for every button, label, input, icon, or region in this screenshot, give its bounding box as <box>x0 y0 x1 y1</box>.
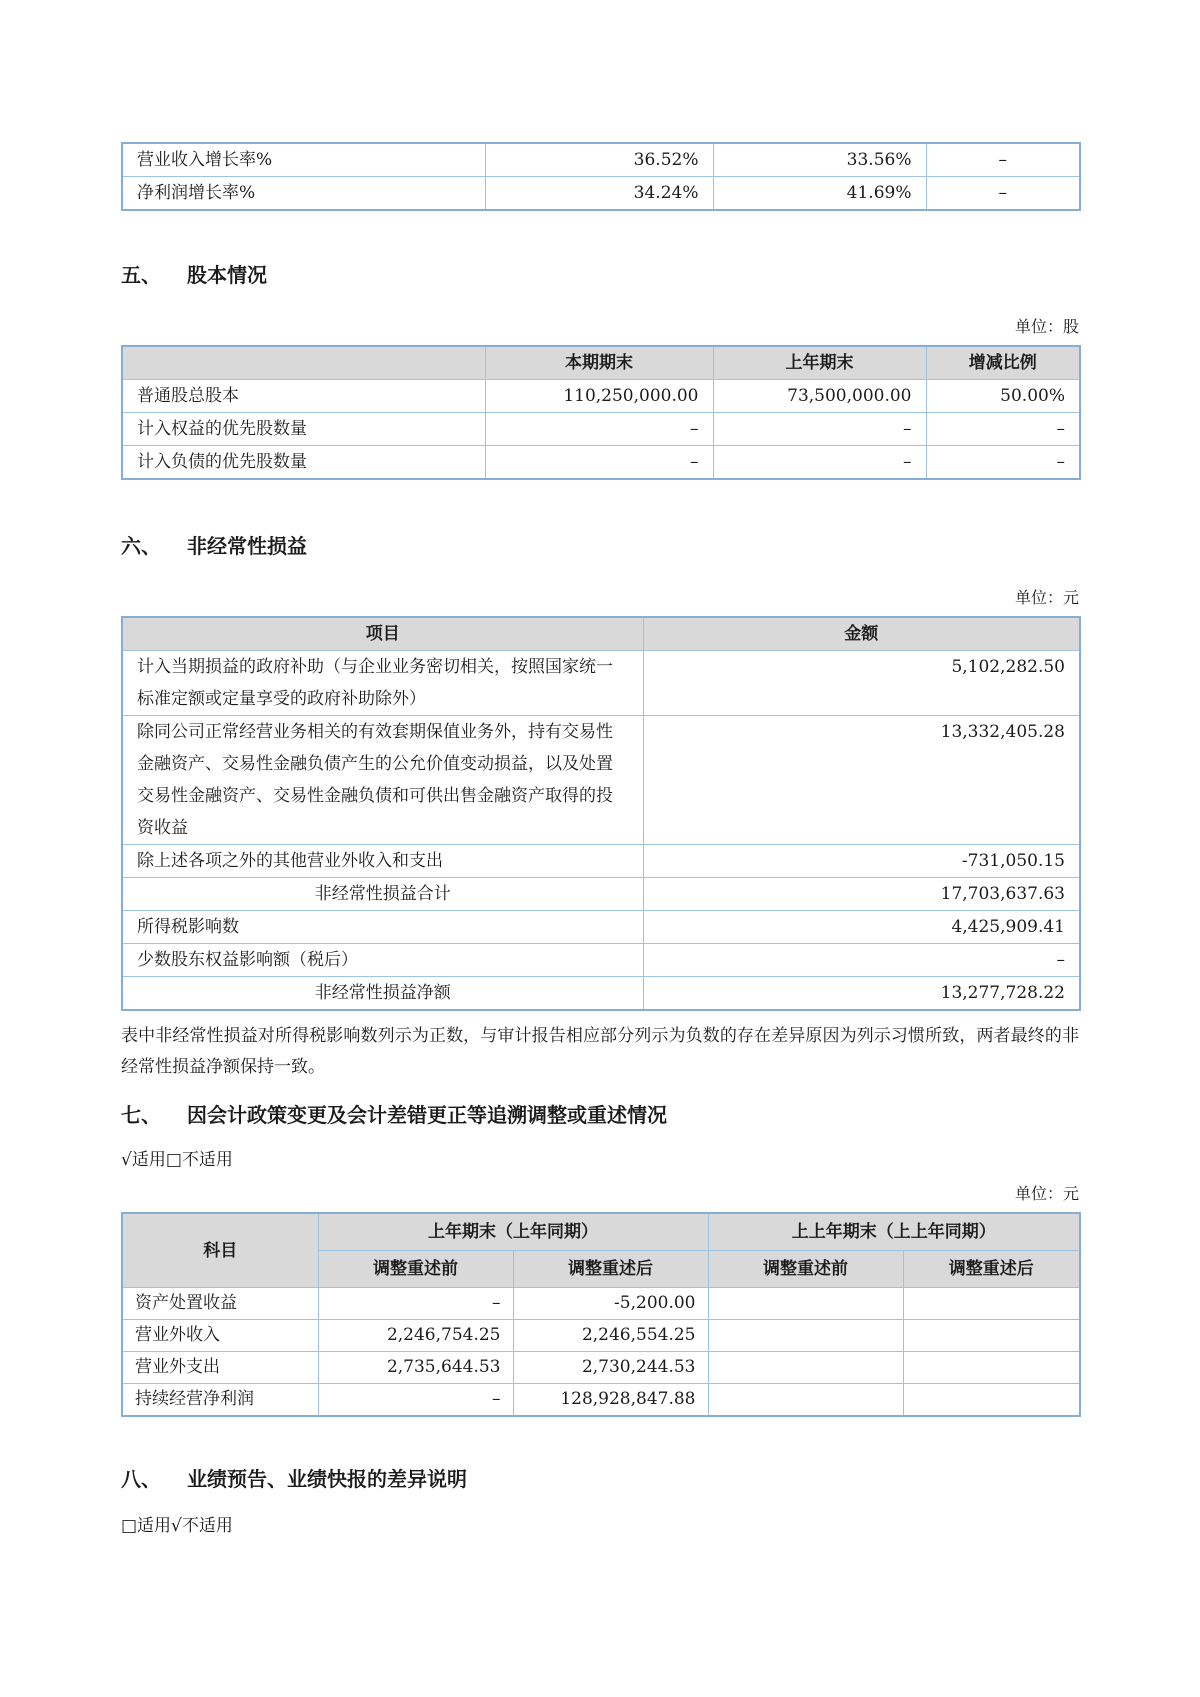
prior-after-value: 2,246,554.25 <box>513 1320 708 1352</box>
table-row <box>122 1288 1080 1320</box>
section-title: 业绩预告、业绩快报的差异说明 <box>187 1467 467 1491</box>
table-row <box>122 413 1080 446</box>
applicability-statement: □适用√不适用 <box>121 1516 233 1536</box>
prior-period-value: – <box>713 446 926 480</box>
table-row-total <box>122 977 1080 1011</box>
prior-after-value: 128,928,847.88 <box>513 1384 708 1417</box>
amount-value: -731,050.15 <box>643 845 1080 878</box>
prior2-before-value <box>708 1288 903 1320</box>
group-header-two-years-ago: 上上年期末（上上年同期） <box>708 1213 1080 1251</box>
empty-header-cell <box>122 346 485 380</box>
section-heading-non-recurring <box>121 532 1079 560</box>
change-value: – <box>926 143 1080 177</box>
table-row <box>122 1384 1080 1417</box>
prior2-after-value <box>903 1352 1080 1384</box>
row-label: 计入权益的优先股数量 <box>122 413 485 446</box>
row-label: 所得税影响数 <box>122 911 643 944</box>
section-heading-forecast-diff <box>121 1465 1079 1493</box>
section-number: 八、 <box>121 1467 161 1491</box>
current-period-value: – <box>485 446 713 480</box>
change-value: – <box>926 177 1080 211</box>
amount-value: 13,332,405.28 <box>643 716 1080 845</box>
row-label: 少数股东权益影响额（税后） <box>122 944 643 977</box>
prior-before-value: – <box>318 1384 513 1417</box>
amount-value: 17,703,637.63 <box>643 878 1080 911</box>
table-row <box>122 845 1080 878</box>
applicability-statement: √适用□不适用 <box>121 1150 233 1170</box>
section-heading-share-capital <box>121 261 1079 289</box>
column-header-amount: 金额 <box>643 617 1080 651</box>
prior-period-value: 41.69% <box>713 177 926 211</box>
row-label: 非经常性损益净额 <box>122 977 643 1011</box>
section-number: 五、 <box>121 263 161 287</box>
unit-label: 单位：元 <box>1014 1184 1079 1203</box>
row-label: 营业外支出 <box>122 1352 318 1384</box>
prior-before-value: 2,246,754.25 <box>318 1320 513 1352</box>
row-label: 计入当期损益的政府补助（与企业业务密切相关，按照国家统一标准定额或定量享受的政府补助除外） <box>122 651 643 716</box>
group-header-row <box>122 1213 1080 1251</box>
amount-value: – <box>643 944 1080 977</box>
table-row <box>122 944 1080 977</box>
section-heading-restatement <box>121 1101 1079 1129</box>
column-header-item: 项目 <box>122 617 643 651</box>
row-label: 持续经营净利润 <box>122 1384 318 1417</box>
header-row <box>122 346 1080 380</box>
section-number: 六、 <box>121 534 161 558</box>
row-label: 普通股总股本 <box>122 380 485 413</box>
current-period-value: 34.24% <box>485 177 713 211</box>
row-label: 除上述各项之外的其他营业外收入和支出 <box>122 845 643 878</box>
table-row <box>122 380 1080 413</box>
current-period-value: – <box>485 413 713 446</box>
row-label: 非经常性损益合计 <box>122 878 643 911</box>
table-row <box>122 1352 1080 1384</box>
prior2-before-value <box>708 1384 903 1417</box>
prior2-after-value <box>903 1384 1080 1417</box>
row-label: 净利润增长率% <box>122 177 485 211</box>
sub-header-after: 调整重述后 <box>903 1251 1080 1288</box>
share-capital-table <box>121 345 1081 480</box>
table-row <box>122 716 1080 845</box>
column-header-current: 本期期末 <box>485 346 713 380</box>
table-row <box>122 143 1080 177</box>
column-header-change: 增减比例 <box>926 346 1080 380</box>
sub-header-before: 调整重述前 <box>318 1251 513 1288</box>
prior-after-value: -5,200.00 <box>513 1288 708 1320</box>
sub-header-before: 调整重述前 <box>708 1251 903 1288</box>
table-row <box>122 1320 1080 1352</box>
column-header-prior: 上年期末 <box>713 346 926 380</box>
table-row-subtotal <box>122 878 1080 911</box>
sub-header-after: 调整重述后 <box>513 1251 708 1288</box>
group-header-prior-year: 上年期末（上年同期） <box>318 1213 708 1251</box>
prior-period-value: 33.56% <box>713 143 926 177</box>
current-period-value: 110,250,000.00 <box>485 380 713 413</box>
non-recurring-table <box>121 616 1081 1011</box>
prior-before-value: 2,735,644.53 <box>318 1352 513 1384</box>
amount-value: 4,425,909.41 <box>643 911 1080 944</box>
change-value: 50.00% <box>926 380 1080 413</box>
prior-after-value: 2,730,244.53 <box>513 1352 708 1384</box>
amount-value: 5,102,282.50 <box>643 651 1080 716</box>
prior-period-value: – <box>713 413 926 446</box>
change-value: – <box>926 413 1080 446</box>
row-label: 营业外收入 <box>122 1320 318 1352</box>
prior-period-value: 73,500,000.00 <box>713 380 926 413</box>
table-row <box>122 446 1080 480</box>
table-row <box>122 911 1080 944</box>
prior2-before-value <box>708 1352 903 1384</box>
prior-before-value: – <box>318 1288 513 1320</box>
growth-rate-table <box>121 142 1081 211</box>
section-title: 非经常性损益 <box>187 534 307 558</box>
amount-value: 13,277,728.22 <box>643 977 1080 1011</box>
row-label: 计入负债的优先股数量 <box>122 446 485 480</box>
prior2-after-value <box>903 1288 1080 1320</box>
prior2-after-value <box>903 1320 1080 1352</box>
row-label: 营业收入增长率% <box>122 143 485 177</box>
change-value: – <box>926 446 1080 480</box>
unit-label: 单位：股 <box>1014 317 1079 336</box>
current-period-value: 36.52% <box>485 143 713 177</box>
row-label: 资产处置收益 <box>122 1288 318 1320</box>
section-number: 七、 <box>121 1103 161 1127</box>
report-page <box>121 0 1079 1540</box>
section-title: 股本情况 <box>187 263 267 287</box>
unit-label: 单位：元 <box>1014 588 1079 607</box>
row-label: 除同公司正常经营业务相关的有效套期保值业务外，持有交易性金融资产、交易性金融负债产生的公允价值变动损益，以及处置交易性金融资产、交易性金融负债和可供出售金融资产取得的投资收益 <box>122 716 643 845</box>
table-row <box>122 651 1080 716</box>
prior2-before-value <box>708 1320 903 1352</box>
table-row <box>122 177 1080 211</box>
section-title: 因会计政策变更及会计差错更正等追溯调整或重述情况 <box>187 1103 667 1127</box>
restatement-table <box>121 1212 1081 1417</box>
non-recurring-note: 表中非经常性损益对所得税影响数列示为正数，与审计报告相应部分列示为负数的存在差异原因为列示习惯所致，两者最终的非经常性损益净额保持一致。 <box>121 1026 1079 1077</box>
subject-header: 科目 <box>122 1213 318 1288</box>
header-row <box>122 617 1080 651</box>
